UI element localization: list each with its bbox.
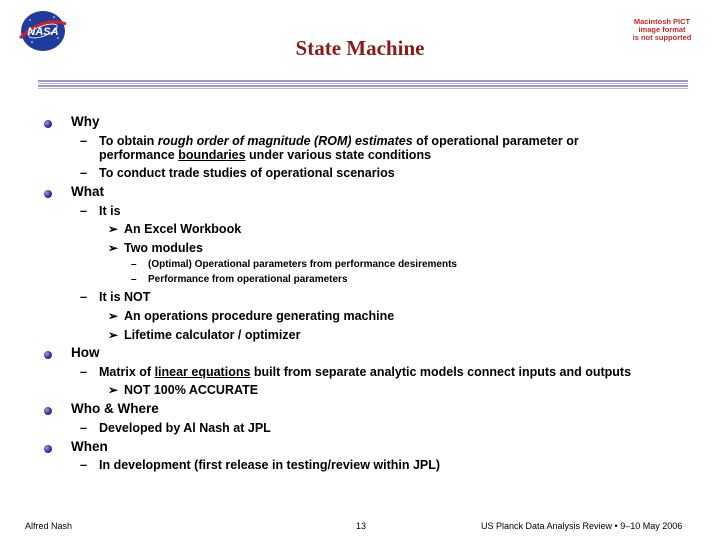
dash-icon: – (80, 458, 87, 472)
when-heading: When (71, 439, 108, 454)
boundaries-link[interactable]: boundaries (178, 148, 246, 162)
bullet-icon (44, 445, 52, 453)
how-item (99, 365, 631, 379)
bullet-icon (44, 407, 52, 415)
why-item-1 (99, 134, 579, 148)
what-sub-2: Performance from operational parameters (148, 274, 348, 285)
how-arrow: NOT 100% ACCURATE (124, 383, 259, 397)
placeholder-line-1: Macintosh PICT (633, 17, 691, 26)
what-it-is: It is (99, 204, 121, 218)
when-item: In development (first release in testing/review within JPL) (99, 458, 441, 472)
who-heading: Who & Where (71, 401, 159, 416)
dash-icon: – (131, 274, 137, 285)
bullet-icon (44, 190, 52, 198)
dash-icon: – (80, 290, 87, 304)
what-it-is-not: It is NOT (99, 290, 151, 304)
what-heading: What (71, 184, 104, 199)
footer-author: Alfred Nash (25, 521, 73, 531)
bullet-icon (44, 351, 52, 359)
footer-event: US Planck Data Analysis Review • 9–10 May 2006 (481, 521, 683, 531)
arrow-right-icon: ➢ (108, 328, 119, 342)
how-heading: How (71, 345, 100, 360)
footer-page-number: 13 (356, 521, 367, 531)
dash-icon: – (80, 166, 87, 180)
why-item-1-line2-pre: performance (99, 148, 179, 162)
dash-icon: – (80, 365, 87, 379)
dash-icon: – (131, 259, 137, 270)
what-sub-1: (Optimal) Operational parameters from performance desirements (148, 259, 457, 270)
why-item-2: To conduct trade studies of operational scenarios (99, 166, 395, 180)
why-item-1-post: of operational parameter or (412, 134, 579, 148)
what-arrow-2: Two modules (124, 241, 203, 255)
placeholder-line-3: is not supported (632, 33, 692, 42)
who-item: Developed by Al Nash at JPL (99, 421, 271, 435)
arrow-right-icon: ➢ (108, 222, 119, 236)
svg-text:NASA: NASA (27, 26, 59, 38)
linear-equations-link[interactable]: linear equations (154, 365, 251, 379)
slide-title: State Machine (295, 36, 425, 60)
why-item-1-line2-post: under various state conditions (245, 148, 432, 162)
why-item-1-italic: rough order of magnitude (ROM) estimates (157, 134, 413, 148)
why-heading: Why (71, 114, 100, 129)
how-item-pre: Matrix of (99, 365, 155, 379)
title-divider (38, 80, 688, 92)
how-item-post: built from separate analytic models connect inputs and outputs (250, 365, 632, 379)
bullet-icon (44, 120, 52, 128)
what-arrow-4: Lifetime calculator / optimizer (124, 328, 301, 342)
dash-icon: – (80, 134, 87, 148)
arrow-right-icon: ➢ (108, 383, 119, 397)
why-item-1-pre: To obtain (99, 134, 158, 148)
arrow-right-icon: ➢ (108, 241, 119, 255)
placeholder-line-2: image format (638, 25, 686, 34)
dash-icon: – (80, 204, 87, 218)
dash-icon: – (80, 421, 87, 435)
why-item-1-line-2 (99, 148, 431, 162)
what-arrow-1: An Excel Workbook (124, 222, 242, 236)
what-arrow-3: An operations procedure generating machine (124, 309, 395, 323)
arrow-right-icon: ➢ (108, 309, 119, 323)
